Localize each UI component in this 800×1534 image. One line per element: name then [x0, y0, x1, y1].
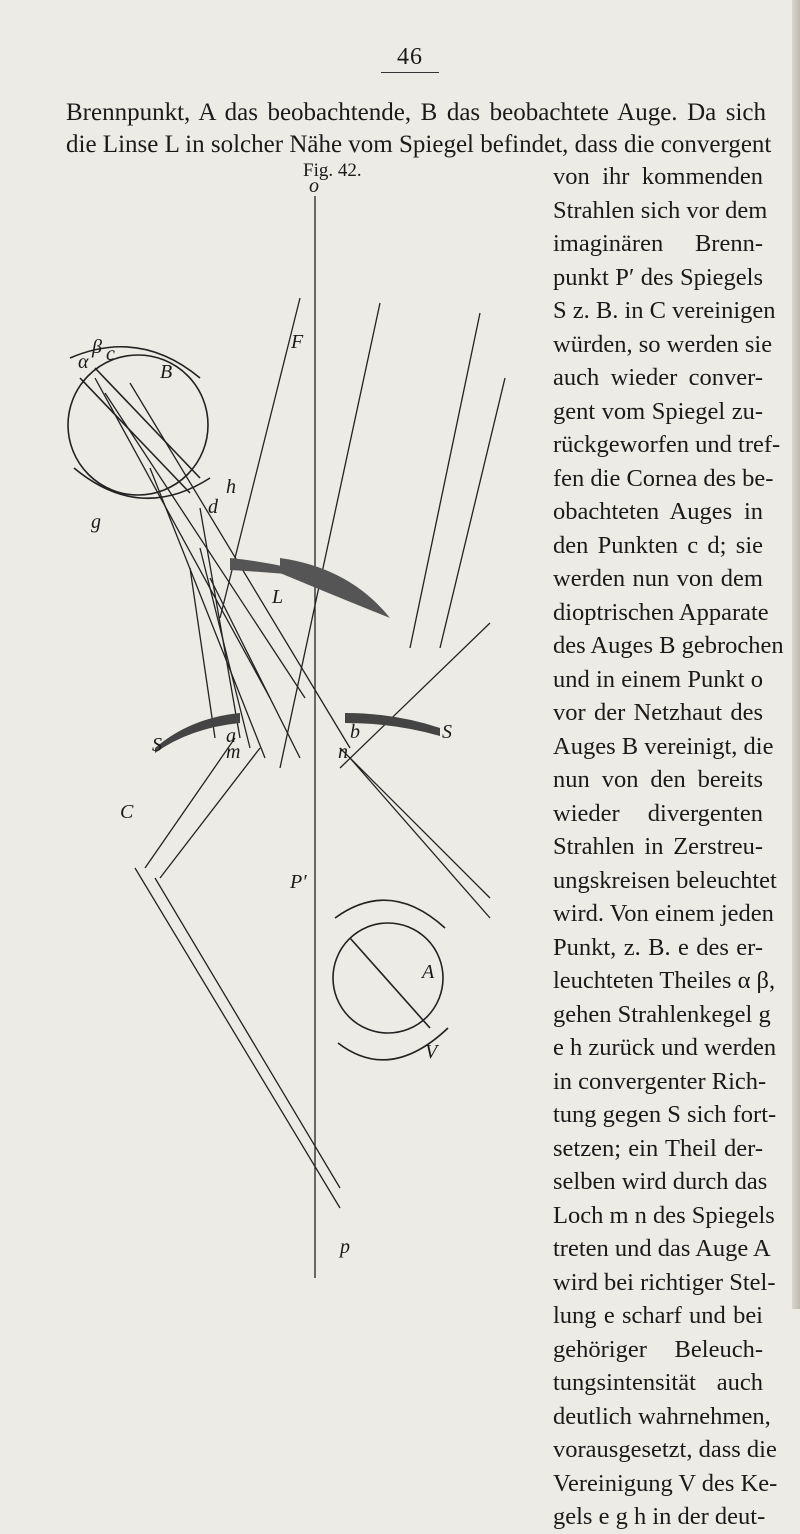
label-b-small: b — [350, 721, 360, 743]
label-m: m — [226, 741, 241, 763]
side-line: gehöriger Beleuch- — [553, 1335, 763, 1363]
side-line: leuchteten Theiles α β, — [553, 967, 776, 994]
side-line: tungsintensität auch — [553, 1369, 763, 1396]
side-line: setzen; ein Theil der- — [553, 1134, 763, 1162]
side-line: dioptrischen Apparate — [553, 598, 769, 626]
label-p: p — [340, 1236, 350, 1258]
side-line: Loch m n des Spiegels — [553, 1201, 775, 1229]
label-l: L — [272, 586, 284, 608]
side-line: obachteten Auges in — [553, 498, 763, 525]
side-line: wird. Von einem jeden — [553, 900, 774, 927]
label-b: B — [160, 361, 173, 383]
side-line: vorausgesetzt, dass die — [553, 1436, 777, 1463]
label-f: F — [291, 331, 304, 353]
label-c-upper: C — [120, 801, 134, 823]
mirror-s — [155, 713, 440, 753]
side-line: rückgeworfen und tref- — [553, 431, 781, 458]
label-beta: β — [92, 336, 102, 358]
side-line: von ihr kommenden — [553, 163, 763, 190]
label-alpha: α — [78, 351, 89, 373]
side-line: Strahlen in Zerstreu- — [553, 833, 763, 860]
side-line: den Punkten c d; sie — [553, 531, 763, 559]
side-line: gels e g h in der deut- — [553, 1503, 766, 1530]
side-line: würden, so werden sie — [553, 330, 773, 358]
side-line: selben wird durch das — [553, 1168, 768, 1195]
side-line: Vereinigung V des Ke- — [553, 1469, 778, 1497]
side-line: auch wieder conver- — [553, 364, 763, 391]
side-column-text — [553, 160, 784, 1534]
side-line: nun von den bereits — [553, 766, 763, 793]
body-line-2: die Linse L in solcher Nähe vom Spiegel befindet, dass die convergent — [66, 131, 772, 158]
side-line: imaginären Brenn- — [553, 230, 763, 257]
page-edge-shadow — [792, 0, 800, 1309]
figure-caption: Fig. 42. — [303, 160, 362, 181]
label-c: c — [106, 343, 115, 365]
label-s-left: S — [152, 734, 162, 756]
label-a: a — [226, 725, 236, 747]
side-line: des Auges B gebrochen — [553, 632, 784, 659]
page-number: 46 — [397, 44, 423, 70]
side-line: Strahlen sich vor dem — [553, 196, 768, 224]
eye-b — [68, 347, 210, 499]
side-line: wird bei richtiger Stel- — [553, 1268, 776, 1296]
label-v: V — [425, 1041, 438, 1063]
side-line: ungskreisen beleuchtet — [553, 866, 777, 894]
label-d: d — [208, 496, 218, 518]
side-line: vor der Netzhaut des — [553, 699, 763, 726]
side-line: gehen Strahlenkegel g — [553, 1000, 771, 1028]
side-line: fen die Cornea des be- — [553, 464, 774, 492]
side-line: in convergenter Rich- — [553, 1067, 767, 1095]
side-line: Punkt, z. B. e des er- — [553, 933, 763, 961]
side-line: treten und das Auge A — [553, 1235, 771, 1262]
label-a-upper: A — [422, 961, 435, 983]
side-line: punkt P′ des Spiegels — [553, 263, 763, 291]
side-line: werden nun von dem — [553, 565, 763, 592]
side-line: deutlich wahrnehmen, — [553, 1402, 771, 1430]
page-number-rule — [381, 72, 439, 73]
side-line: S z. B. in C vereinigen — [553, 297, 776, 324]
label-s-right: S — [442, 721, 452, 743]
side-line: e h zurück und werden — [553, 1034, 777, 1061]
body-line-1: Brennpunkt, A das beobachtende, B das beobachtete Auge. Da sich — [66, 99, 766, 126]
side-line: wieder divergenten — [553, 799, 763, 827]
label-p-prime: P′ — [290, 871, 307, 893]
label-h: h — [226, 476, 236, 498]
optical-diagram — [50, 178, 540, 1288]
label-g: g — [91, 511, 101, 533]
side-line: Auges B vereinigt, die — [553, 732, 774, 760]
label-n: n — [338, 741, 348, 763]
side-line: tung gegen S sich fort- — [553, 1101, 777, 1128]
label-o: o — [309, 178, 319, 197]
side-line: lung e scharf und bei — [553, 1302, 763, 1329]
side-line: gent vom Spiegel zu- — [553, 397, 763, 425]
side-line: und in einem Punkt o — [553, 665, 763, 693]
